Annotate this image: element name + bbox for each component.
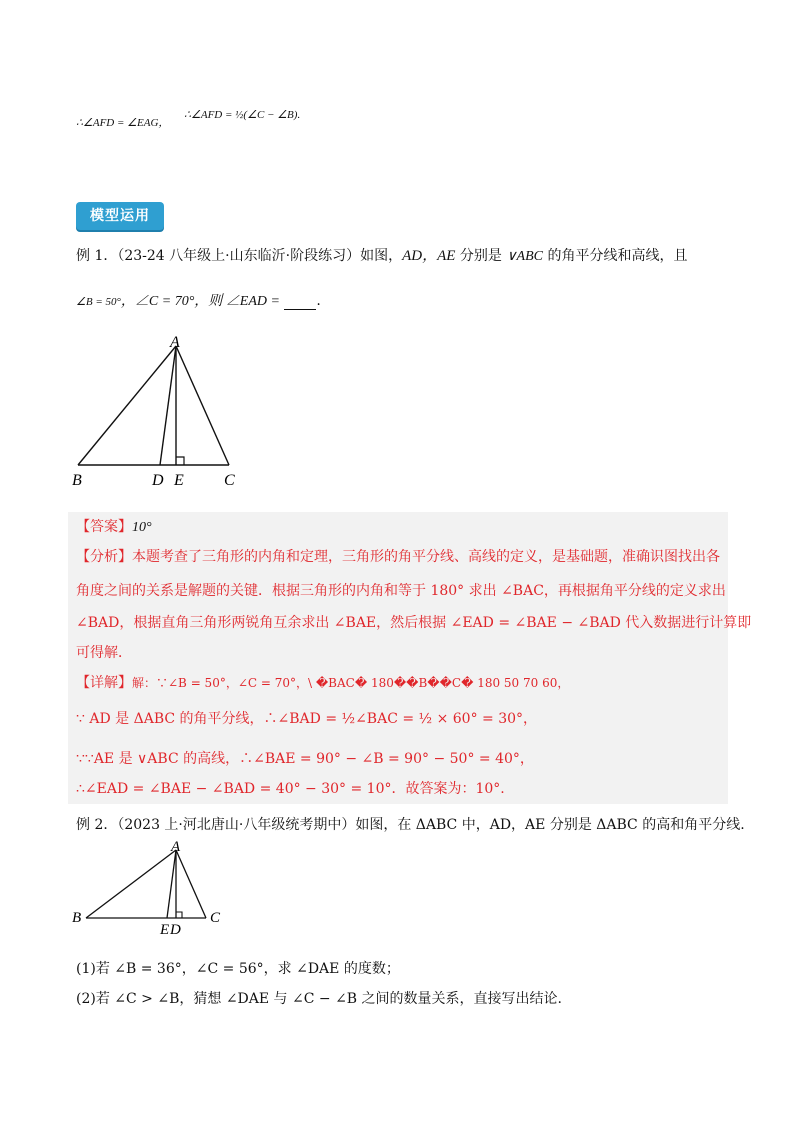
label-b: B — [72, 472, 82, 489]
detail-line3: ∵∵AE 是 ∨ABC 的高线，∴∠BAE = 90° − ∠B = 90° − 50° = 40°， — [76, 751, 534, 767]
label-d: D — [170, 922, 181, 938]
side-ac — [176, 346, 229, 465]
side-ac — [176, 850, 206, 918]
example1-line2 — [76, 290, 321, 310]
label-a: A — [170, 334, 180, 351]
answer-value: 10° — [132, 520, 152, 535]
analysis-label: 【分析】 — [76, 549, 132, 565]
example1-line1 — [76, 244, 687, 265]
detail-line2: ∵ AD 是 ΔABC 的角平分线，∴∠BAD = ½∠BAC = ½ × 60° = 30°， — [76, 711, 538, 727]
answer-line — [76, 516, 152, 536]
example1-mid: 分别是 — [455, 248, 507, 264]
angle-b-50: ∠B = 50° — [76, 296, 121, 308]
right-angle-mark — [176, 457, 184, 465]
question-1: (1)若 ∠B = 36°，∠C = 56°，求 ∠DAE 的度数； — [76, 961, 400, 977]
figure-example1 — [66, 334, 256, 494]
label-b: B — [72, 910, 82, 926]
example1-prefix: 例 1．（23-24 八年级上·山东临沂·阶段练习）如图， — [76, 248, 403, 264]
figure-example2 — [66, 838, 236, 938]
answer-label: 【答案】 — [76, 519, 132, 535]
label-e: E — [160, 922, 170, 938]
analysis-line1 — [76, 546, 720, 566]
question-2: (2)若 ∠C > ∠B，猜想 ∠DAE 与 ∠C − ∠B 之间的数量关系，直接写出结论. — [76, 991, 562, 1007]
label-c: C — [224, 472, 235, 489]
detail-text1: 解：∵∠B = 50°，∠C = 70°，\ �BAC� 180��B��C� 180 50 70 60， — [132, 676, 570, 690]
detail-line4: ∴∠EAD = ∠BAE − ∠BAD = 40° − 30° = 10°．故答案为：10°. — [76, 781, 505, 797]
label-d: D — [152, 472, 164, 489]
detail-line1 — [76, 672, 569, 692]
analysis-line2: 角度之间的关系是解题的关键．根据三角形的内角和等于 180° 求出 ∠BAC，再根据角平分线的定义求出 — [76, 583, 726, 599]
formula-afd-half: ∴∠AFD = ½(∠C − ∠B). — [184, 109, 301, 121]
side-ab — [86, 850, 176, 918]
example1-triangle: ∨ABC — [506, 249, 544, 264]
label-c: C — [210, 910, 221, 926]
analysis-text1: 本题考查了三角形的内角和定理，三角形的角平分线、高线的定义，是基础题，准确识图找出各 — [132, 549, 720, 565]
segment-ae — [167, 850, 176, 918]
formula-afd-eag: ∴∠AFD = ∠EAG， — [76, 117, 170, 129]
label-e: E — [174, 472, 184, 489]
section-badge: 模型运用 — [76, 202, 164, 230]
example2-line1: 例 2．（2023 上·河北唐山·八年级统考期中）如图，在 ΔABC 中，AD，AE 分别是 ΔABC 的高和角平分线. — [76, 817, 745, 833]
example1-ad-ae: AD，AE — [402, 248, 456, 264]
detail-label: 【详解】 — [76, 675, 132, 691]
answer-blank — [284, 295, 316, 310]
analysis-line3: ∠BAD，根据直角三角形两锐角互余求出 ∠BAE，然后根据 ∠EAD = ∠BAE − ∠BAD 代入数据进行计算即 — [76, 615, 752, 631]
analysis-line4: 可得解． — [76, 645, 132, 661]
example1-suffix: 的角平分线和高线，且 — [543, 248, 688, 264]
period: . — [316, 293, 321, 309]
side-ab — [78, 346, 176, 465]
label-a: A — [171, 839, 181, 855]
then-ead: ，则 ∠EAD = — [194, 294, 280, 309]
right-angle-mark — [176, 912, 182, 918]
angle-c-70: ，∠C = 70° — [120, 294, 195, 309]
segment-ad — [160, 346, 176, 465]
